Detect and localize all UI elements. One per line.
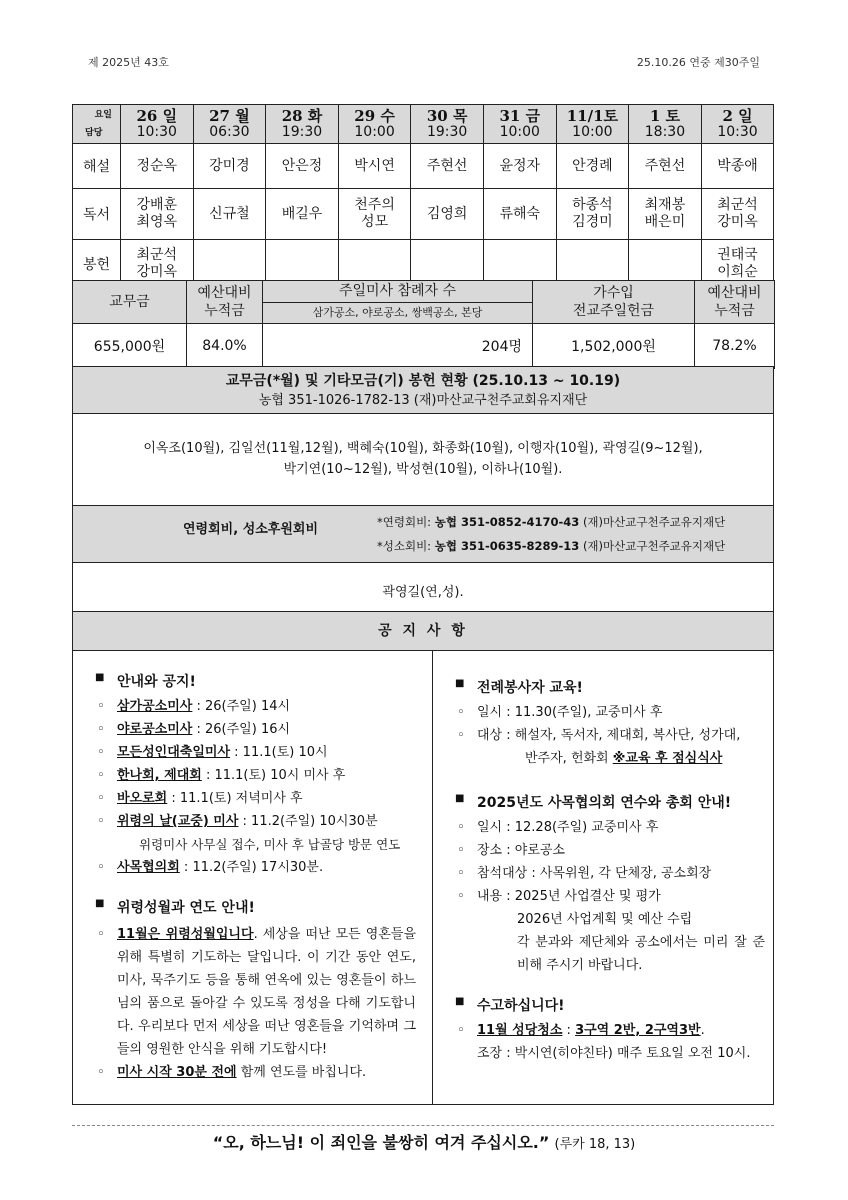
membership-account-2: *성소회비: 농협 351-0635-8289-13 (재)마산교구천주교유지재단 bbox=[377, 539, 726, 553]
contribution-header: 교무금 bbox=[73, 281, 187, 324]
list-item: ◦ 일시 : 11.30(주일), 교중미사 후 bbox=[455, 701, 765, 724]
assignee-name: 안은정 bbox=[281, 157, 323, 174]
membership-account-1: *연령회비: 농협 351-0852-4170-43 (재)마산교구천주교유지재단 bbox=[377, 515, 726, 529]
list-item: ◦ 사목협의회 : 11.2(주일) 17시30분. bbox=[95, 856, 422, 879]
finance-table bbox=[72, 280, 775, 369]
notice-title: 공 지 사 항 bbox=[72, 611, 774, 651]
day-header: 27 월 06:30 bbox=[193, 105, 266, 144]
membership-title: 연령회비, 성소후원회비 bbox=[183, 522, 319, 537]
table-row bbox=[73, 189, 774, 240]
assignee-cell bbox=[338, 189, 411, 240]
list-item-sub: 위령미사 사무실 접수, 미사 후 납골당 방문 연도 bbox=[139, 837, 401, 852]
assignee-name: 최영옥 bbox=[136, 214, 178, 230]
list-item-cont: 반주자, 헌화회 ※교육 후 점심식사 bbox=[525, 751, 723, 766]
assignee-name: 강배훈 bbox=[136, 197, 178, 213]
assignee-cell bbox=[629, 144, 702, 189]
assignee-name: 천주의 bbox=[354, 197, 395, 213]
assignee-cell bbox=[266, 144, 339, 189]
list-item: ◦ 참석대상 : 사목위원, 각 단체장, 공소회장 bbox=[455, 862, 765, 885]
assignee-name: 배길우 bbox=[281, 205, 323, 222]
assignee-cell bbox=[701, 189, 774, 240]
assignee-name: 김영희 bbox=[426, 205, 468, 222]
list-item: ◦ 11월 성당청소 : 3구역 2반, 2구역3반. bbox=[455, 1019, 765, 1042]
assignee-name: 하종석 bbox=[572, 197, 613, 213]
list-item-cont: 각 분과와 제단체와 공소에서는 미리 잘 준비해 주시기 바랍니다. bbox=[517, 935, 765, 973]
assignee-name: 박종애 bbox=[717, 157, 758, 174]
offering-names-line-2: 박기연(10~12월), 박성현(10월), 이하나(10월). bbox=[283, 462, 563, 477]
day-header: 29 수 10:00 bbox=[338, 105, 411, 144]
assignee-name: 최군석 bbox=[717, 197, 758, 213]
assignee-name: 이희순 bbox=[717, 264, 758, 280]
assignee-name: 성모 bbox=[361, 214, 389, 230]
notice-right-column bbox=[432, 650, 774, 1105]
assignee-cell bbox=[483, 144, 556, 189]
assignee-cell bbox=[483, 189, 556, 240]
assignee-name: 류해숙 bbox=[499, 205, 541, 222]
offering-header bbox=[72, 366, 774, 414]
offering-title: 교무금(*월) 및 기타모금(기) 봉헌 현황 (25.10.13 ~ 10.19) bbox=[225, 373, 621, 389]
assignee-name: 강미경 bbox=[209, 157, 250, 174]
mass-schedule-table bbox=[72, 104, 774, 289]
membership-header bbox=[72, 505, 774, 563]
list-item: ◦ 일시 : 12.28(주일) 교중미사 후 bbox=[455, 816, 765, 839]
assignee-cell bbox=[701, 144, 774, 189]
assignee-cell bbox=[266, 189, 339, 240]
tithe-value: 1,502,000원 bbox=[533, 324, 695, 369]
budget-header-1: 예산대비 누적금 bbox=[187, 281, 263, 324]
assignee-name: 윤정자 bbox=[499, 157, 541, 174]
list-item: ◦ 장소 : 야로공소 bbox=[455, 839, 765, 862]
footer-quote: “오, 하느님! 이 죄인을 불쌍히 여겨 주십시오.” (루카 18, 13) bbox=[212, 1133, 636, 1152]
notice-memorial-title: ■ 위령성월과 연도 안내! bbox=[95, 897, 422, 917]
attendance-value: 204명 bbox=[263, 324, 533, 369]
memorial-paragraph: ◦ 11월은 위령성월입니다. 세상을 떠난 모든 영혼들을 위해 특별히 기도하는 달입니다. 이 기간 동안 연도, 미사, 묵주기도 등을 통해 연옥에 있는 영혼들이 하느님의 품으로 돌아갈 수 있도록 정성을 다해 기도합니다. 우리보다 먼저 세상을 떠난 영혼들을 기억하며 그들의 영원한 안식을 위해 기도합시다! bbox=[95, 923, 422, 1061]
schedule-corner: 요일 담당 bbox=[73, 105, 121, 144]
list-item: ◦ 바오로회 : 11.1(토) 저녁미사 후 bbox=[95, 787, 422, 810]
list-item: ◦ 한나회, 제대회 : 11.1(토) 10시 미사 후 bbox=[95, 764, 422, 787]
assignee-name: 배은미 bbox=[644, 214, 686, 230]
assignee-name: 권태국 bbox=[717, 247, 758, 263]
contribution-value: 655,000원 bbox=[73, 324, 187, 369]
list-item: ◦ 모든성인대축일미사 : 11.1(토) 10시 bbox=[95, 741, 422, 764]
assignee-name: 김경미 bbox=[572, 214, 613, 230]
budget-header-2: 예산대비 누적금 bbox=[695, 281, 775, 324]
memorial-note: ◦ 미사 시작 30분 전에 함께 연도를 바칩니다. bbox=[95, 1061, 422, 1084]
assignee-name: 강미옥 bbox=[717, 214, 758, 230]
list-item: ◦ 내용 : 2025년 사업결산 및 평가 bbox=[455, 885, 765, 908]
divider bbox=[72, 1125, 774, 1126]
list-item: ◦ 야로공소미사 : 26(주일) 16시 bbox=[95, 718, 422, 741]
role-label: 독서 bbox=[73, 189, 121, 240]
budget-value-1: 84.0% bbox=[187, 324, 263, 369]
list-item: ◦ 위령의 날(교중) 미사 : 11.2(주일) 10시30분 bbox=[95, 810, 422, 833]
offering-names bbox=[72, 413, 774, 506]
assignee-cell bbox=[193, 144, 266, 189]
assignee-cell bbox=[556, 144, 629, 189]
assignee-name: 강미옥 bbox=[136, 264, 178, 280]
assignee-name: 최군석 bbox=[136, 247, 178, 263]
assignee-cell bbox=[121, 189, 194, 240]
budget-value-2: 78.2% bbox=[695, 324, 775, 369]
notice-thanks-title: ■ 수고하십니다! bbox=[455, 995, 765, 1015]
table-row bbox=[73, 144, 774, 189]
notice-left-column bbox=[72, 650, 433, 1105]
notice-council-title: ■ 2025년도 사목협의회 연수와 총회 안내! bbox=[455, 792, 765, 812]
role-label: 해설 bbox=[73, 144, 121, 189]
assignee-cell bbox=[411, 189, 484, 240]
attendance-header: 주일미사 참례자 수 삼가공소, 야로공소, 쌍백공소, 본당 bbox=[263, 281, 533, 324]
day-header: 1 토 18:30 bbox=[629, 105, 702, 144]
assignee-name: 정순옥 bbox=[136, 157, 178, 174]
issue-date: 25.10.26 연중 제30주일 bbox=[636, 56, 760, 69]
issue-number: 제 2025년 43호 bbox=[88, 56, 169, 69]
offering-names-line-1: 이옥조(10월), 김일선(11월,12월), 백혜숙(10월), 화종화(10월), 이행자(10월), 곽영길(9~12월), bbox=[143, 441, 703, 456]
assignee-name: 신규철 bbox=[209, 205, 250, 222]
assignee-cell bbox=[193, 189, 266, 240]
tithe-header: 가수입 전교주일헌금 bbox=[533, 281, 695, 324]
list-item-cont: 조장 : 박시연(히야친타) 매주 토요일 오전 10시. bbox=[477, 1046, 751, 1061]
assignee-cell bbox=[411, 144, 484, 189]
assignee-name: 주현선 bbox=[644, 157, 686, 174]
day-header: 30 목 19:30 bbox=[411, 105, 484, 144]
assignee-cell bbox=[556, 189, 629, 240]
list-item: ◦ 삼가공소미사 : 26(주일) 14시 bbox=[95, 695, 422, 718]
assignee-cell bbox=[121, 144, 194, 189]
assignee-cell bbox=[629, 189, 702, 240]
day-header: 28 화 19:30 bbox=[266, 105, 339, 144]
assignee-name: 안경례 bbox=[572, 157, 613, 174]
assignee-cell bbox=[338, 144, 411, 189]
notice-liturgy-title: ■ 전례봉사자 교육! bbox=[455, 677, 765, 697]
assignee-name: 주현선 bbox=[426, 157, 468, 174]
assignee-name: 박시연 bbox=[354, 157, 395, 174]
membership-names: 곽영길(연,성). bbox=[72, 562, 774, 612]
offering-account: 농협 351-1026-1782-13 (재)마산교구천주교회유지재단 bbox=[258, 393, 588, 408]
role-label: 봉헌 bbox=[73, 240, 121, 289]
list-item-cont: 2026년 사업계획 및 예산 수립 bbox=[517, 912, 693, 927]
day-header: 26 일 10:30 bbox=[121, 105, 194, 144]
day-header: 2 일 10:30 bbox=[701, 105, 774, 144]
list-item: ◦ 대상 : 해설자, 독서자, 제대회, 복사단, 성가대, bbox=[455, 724, 765, 747]
day-header: 11/1토 10:00 bbox=[556, 105, 629, 144]
assignee-name: 최재봉 bbox=[644, 197, 686, 213]
day-header: 31 금 10:00 bbox=[483, 105, 556, 144]
notice-guide-title: ■ 안내와 공지! bbox=[95, 671, 422, 691]
